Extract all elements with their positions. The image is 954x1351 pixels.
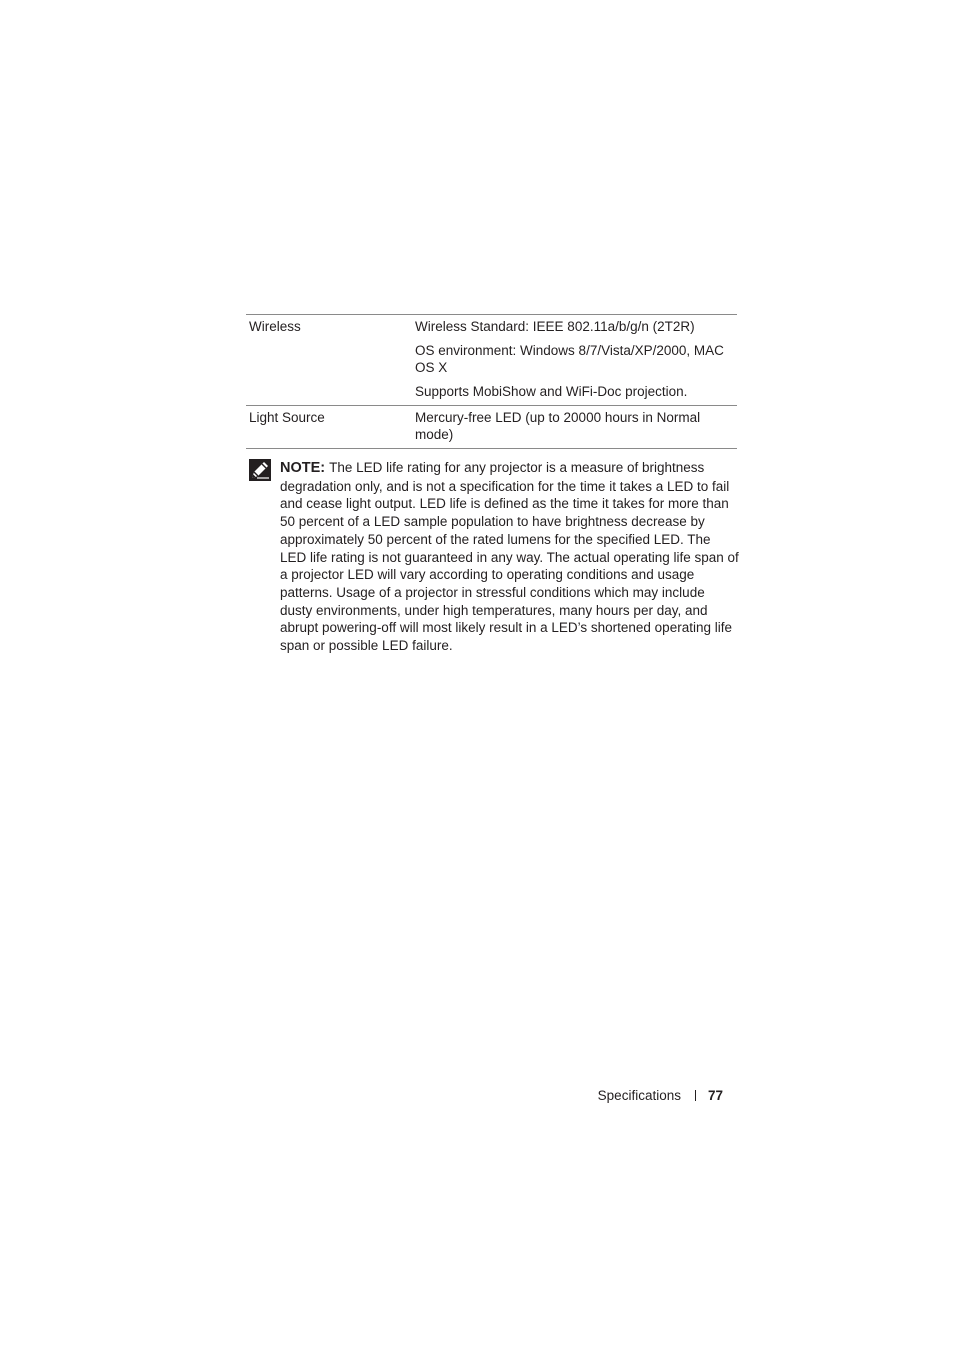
spec-row-light-source [246,406,737,449]
spec-label-light-source: Light Source [246,406,412,449]
spec-value: OS environment: Windows 8/7/Vista/XP/2000, MAC OS X [415,343,724,375]
page-number: 77 [707,1088,723,1103]
spec-value: Mercury-free LED (up to 20000 hours in Normal mode) [412,406,737,449]
spec-row-wireless [246,315,737,339]
note-block [249,459,739,655]
spec-table [246,314,737,449]
footer-separator [695,1090,696,1101]
note-pencil-icon [249,459,271,481]
spec-value: Supports MobiShow and WiFi-Doc projection. [412,379,737,406]
note-body: The LED life rating for any projector is a measure of brightness degradation only, and is not a specification for the time it takes a LED to fail and cease light output. LED life is defined as the time it takes for more than 50 percent of a LED sample population to have brightness decrease by approximately 50 percent of the rated lumens for the specified LED. The LED life rating is not guaranteed in any way. The actual operating life span of a projector LED will vary according to operating conditions and usage patterns. Usage of a projector in stressful conditions which may include dusty environments, under high temperatures, many hours per day, and abrupt powering-off will most likely result in a LED’s shortened operating life span or possible LED failure. [280,460,739,654]
page-footer [560,1088,723,1103]
spec-label-wireless: Wireless [246,315,412,406]
note-text [280,459,739,655]
spec-value: Wireless Standard: IEEE 802.11a/b/g/n (2T2R) [412,315,737,339]
footer-section-title: Specifications [597,1088,681,1103]
note-label: NOTE: [280,460,326,476]
